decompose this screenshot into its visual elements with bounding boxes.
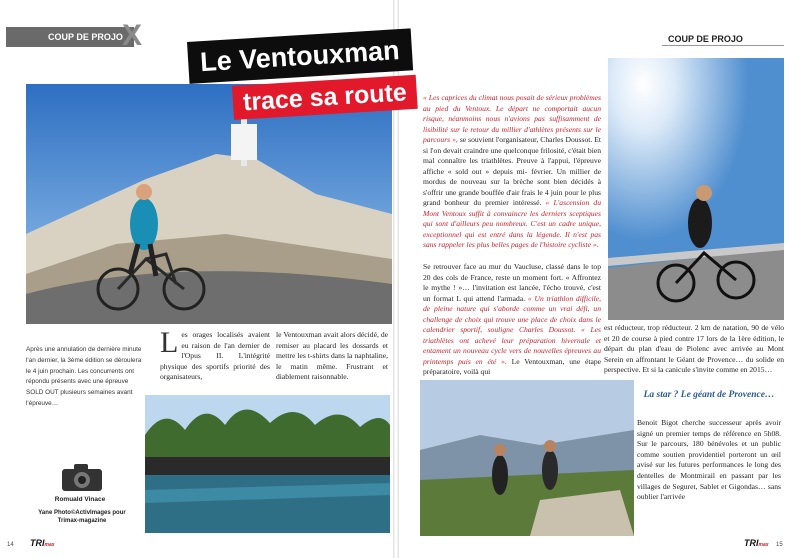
article-col1-text: es orages localisés avaient eu raison de l'an dernier de l'Opus II. L'intégrité physique des sportifs priorité des organisateurs,	[160, 330, 270, 381]
photo-swim-start	[145, 395, 390, 533]
magazine-logo-text-right: TRI	[744, 538, 759, 548]
article-col3-text-b: Se retrouver face au mur du Vaucluse, classé dans le top 20 des cols de France, reste un moment fort. « Affrontez le mythe ! »… l'invitation est lancée, l'écho trouvé, c'est un format L qui attend l'armada.	[423, 262, 601, 303]
camera-icon	[60, 462, 104, 492]
page-number-left: 14	[7, 542, 14, 548]
page-number-right: 15	[776, 542, 783, 548]
magazine-logo-sub: max	[44, 542, 55, 548]
magazine-logo-sub-right: max	[758, 542, 769, 548]
article-col3-text-a: se souvient l'organisateur, Charles Doussot. Et si l'on devait craindre une quelconque frilosité, c'était bien mal connaître les triathlètes. Preuve à l'appui, l'épreuve affiche « sold out » depuis mi- février. Un millier de mordus de nouveau sur la brèche sont bien décidés à s'offrir une grande bouffée d'air frais le 4 juin pour le plus grand bonheur du premier intéressé.	[423, 135, 601, 207]
photo-credit: Yane Photo©ActivImages pour Trimax-magazine	[38, 510, 126, 524]
photographer-name: Romuald Vinace	[54, 496, 106, 503]
lake-crowd-illustration	[145, 395, 390, 533]
cyclist-road-illustration	[26, 84, 392, 324]
quote-organiser-1: « Les caprices du climat nous posait de sérieux problèmes au pied du Ventoux. Le départ ne comportait aucun risque, néanmoins nous n'avions pas suffisamment de lisibilité sur le retour du millier d'athlètes présents sur le parcours »,	[423, 93, 601, 144]
article-column-1	[160, 326, 270, 383]
article-col4-text: est réducteur, trop réducteur. 2 km de natation, 90 de vélo et 20 de course à pied contre 17 lors de la 1ère édition, le départ du plan d'eau de Piolenc avec arrivée au Mont Serein en affrontant le Géant de Provence… du solide en perspective. Et si la canicule s'invite comme en 2015…	[604, 323, 784, 374]
summit-cyclist-illustration	[608, 58, 784, 320]
article-title-line2: trace sa route	[232, 75, 418, 120]
sidebar-title: La star ? Le géant de Provence…	[643, 390, 775, 400]
photo-cyclist-ventoux	[26, 84, 392, 324]
article-column-3-lower	[423, 262, 601, 378]
magazine-logo-right	[744, 538, 769, 548]
section-tag-right: COUP DE PROJO	[662, 32, 784, 46]
quote-organiser-3: « Un triathlon difficile, de pleine nature qui s'aborde comme un vrai défi, un challenge de choix qui trouve une place de choix dans le calendrier sportif, souligne Charles Doussot. « Les triathlètes ont achevé leur préparation hivernale et entament un nouveau cycle vers de nouvelles épreuves au printemps puis en été ».	[423, 293, 601, 366]
magazine-logo-left	[30, 538, 55, 548]
runners-illustration	[420, 380, 634, 536]
article-column-4	[604, 323, 784, 376]
article-title-line1: Le Ventouxman	[187, 28, 413, 84]
dropcap: L	[160, 326, 179, 359]
section-tag-left: COUP DE PROJO	[6, 27, 134, 47]
x-logo-mark: X	[122, 19, 143, 52]
photo-runners	[420, 380, 634, 536]
sidebar-text: Benoit Bigot cherche successeur après avoir signé un premier temps de référence en 5h08. Sur le parcours, 180 bénévoles et un public comme soutien providentiel porteront un œil avisé sur les futures performances le long des dentelles de Montmirail en passant par les villages de Seguret, Sablet et Gigondas… sans oublier l'arrivée	[637, 418, 781, 502]
photo-cyclist-summit	[608, 58, 784, 320]
article-lede: Après une annulation de dernière minute l'an dernier, la 3ème édition se déroulera le 4 juin prochain. Les concurrents ont répondu présents avec une épreuve SOLD OUT plusieurs semaines avant l'épreuve…	[26, 346, 142, 407]
article-col2-text: le Ventouxman avait alors décidé, de remiser au placard les dossards et mettre les t-shirts dans la naphtaline, le matin même. Frustrant et diablement raisonnable.	[276, 330, 388, 381]
magazine-logo-text: TRI	[30, 538, 45, 548]
quote-organiser-2: « L'ascension du Mont Ventoux suffit à convaincre les derniers sceptiques qui sont d'ailleurs peu nombreux. C'est un cadre unique, exceptionnel qui est entré dans la légende. Il n'est pas sans rappeler les plus belles pages de l'histoire cycliste ».	[423, 198, 601, 249]
article-column-2	[276, 330, 388, 383]
article-col3-text-c: Le Ventouxman, une étape préparatoire, voilà qui	[423, 356, 601, 376]
article-column-3	[423, 93, 601, 251]
